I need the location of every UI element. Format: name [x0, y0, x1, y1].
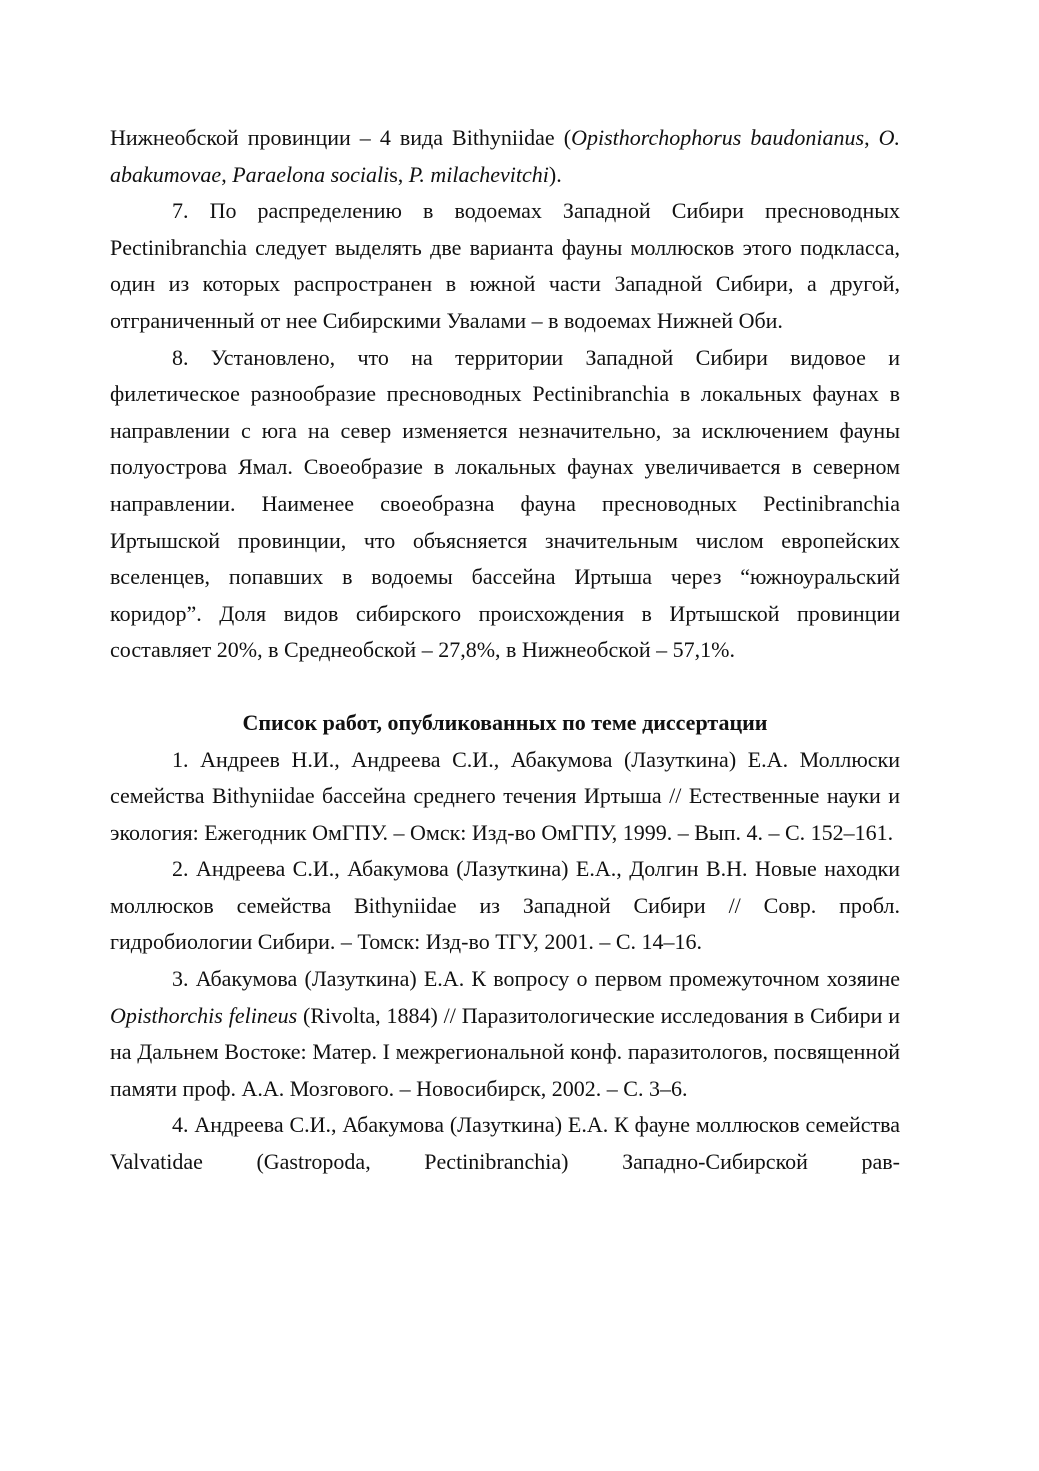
page-content [110, 120, 900, 1181]
species-name-2: O. abakumovae [110, 125, 901, 187]
intro-text-1: Нижнеобской провинции – 4 вида Bithyniidae ( [110, 125, 572, 150]
reference-1: 1. Андреев Н.И., Андреева С.И., Абакумова (Лазуткина) Е.А. Моллюски семейства Bithyniidae бассейна среднего течения Иртыша // Естественные науки и экология: Ежегодник ОмГПУ. – Омск: Изд-во ОмГПУ, 1999. – Вып. 4. – С. 152–161. [110, 746, 900, 845]
section-title: Список работ, опубликованных по теме диссертации [242, 709, 768, 735]
reference-3-species: Opisthorchis felineus [110, 1002, 298, 1028]
reference-2: 2. Андреева С.И., Абакумова (Лазуткина) Е.А., Долгин В.Н. Новые находки моллюсков семейства Bithyniidae из Западной Сибири // Совр. пробл. гидробиологии Сибири. – Томск: Изд-во ТГУ, 2001. – С. 14–16. [110, 856, 900, 955]
intro-paragraph [110, 120, 900, 193]
section-spacer [110, 669, 900, 705]
conclusion-8: 8. Установлено, что на территории Западной Сибири видовое и филетическое разнообразие пресноводных Pectinibranchia в локальных фаунах в направлении с юга на север изменяется незначительно, за исключением фауны полуострова Ямал. Своеобразие в локальных фаунах увеличивается в северном направлении. Наименее своеобразна фауна пресноводных Pectinibranchia Иртышской провинции, что объясняется значительным числом европейских вселенцев, попавших в водоемы бассейна Иртыша через “южноуральский коридор”. Доля видов сибирского происхождения в Иртышской провинции составляет 20%, в Среднеобской – 27,8%, в Нижнеобской – 57,1%. [110, 344, 900, 663]
conclusion-7: 7. По распределению в водоемах Западной Сибири пресноводных Pectinibranchia следует выделять две варианта фауны моллюсков этого подкласса, один из которых распространен в южной части Западной Сибири, а другой, отграниченный от нее Сибирскими Увалами – в водоемах Нижней Оби. [110, 198, 900, 333]
species-name-1: Opisthorchophorus baudonianus [571, 125, 865, 150]
reference-3-text-1: 3. Абакумова (Лазуткина) Е.А. К вопросу о первом промежуточном хозяине [172, 966, 900, 992]
intro-text-2: , [864, 125, 879, 150]
intro-text-4: s, [389, 161, 409, 187]
reference-3-text-2: (Rivolta, 1884) // Паразитологические исследования в Сибири и на Дальнем Востоке: Матер. I межрегиональной конф. паразитологов, посвященной памяти проф. А.А. Мозгового. – Новосибирск, 2002. – С. 3–6. [110, 1002, 900, 1101]
reference-3 [110, 961, 900, 1107]
intro-text-3: , [221, 161, 233, 187]
species-name-4: P. milachevitchi [408, 161, 549, 187]
reference-4: 4. Андреева С.И., Абакумова (Лазуткина) Е.А. К фауне моллюсков семейства Valvatidae (Gastropoda, Pectinibranchia) Западно-Сибирской рав- [110, 1112, 900, 1175]
species-name-3: Paraelona sociali [232, 161, 390, 187]
intro-text-5: ). [548, 161, 562, 187]
